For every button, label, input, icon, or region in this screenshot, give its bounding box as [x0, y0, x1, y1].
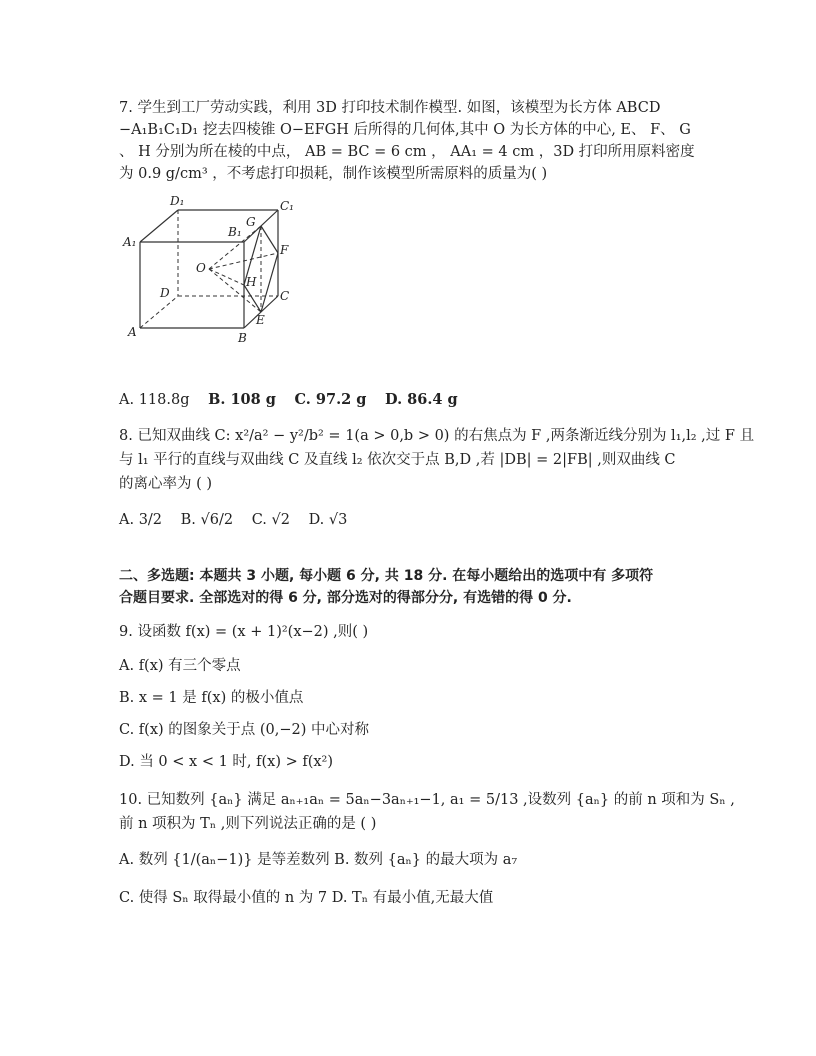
label-G: G [246, 215, 256, 229]
q7-line-4: 为 0.9 g/cm³ ，不考虑打印损耗，制作该模型所需原料的质量为( ) [119, 166, 548, 182]
q7-line-2: −A₁B₁C₁D₁ 挖去四棱锥 O−EFGH 后所得的几何体,其中 O 为长方体的中心, E、 F、 G [119, 122, 691, 138]
q9-option-d[interactable]: D. 当 0 < x < 1 时, f(x) > f(x²) [119, 754, 334, 770]
q10-line-2: 前 n 项积为 Tₙ ,则下列说法正确的是 ( ) [119, 816, 377, 832]
label-C: C [280, 289, 290, 303]
cuboid-figure [120, 190, 310, 350]
section-2-heading-line-1: 二、多选题: 本题共 3 小题, 每小题 6 分, 共 18 分. 在每小题给出的选项中有 多项符 [119, 568, 654, 584]
q8-line-3: 的离心率为 ( ) [119, 476, 213, 492]
label-A1: A₁ [123, 235, 137, 249]
q7-option-a[interactable]: A. 118.8g [119, 392, 190, 408]
q7-options [119, 390, 472, 410]
label-A: A [128, 325, 137, 339]
q9-option-b[interactable]: B. x = 1 是 f(x) 的极小值点 [119, 690, 304, 706]
q7-option-c[interactable]: C. 97.2 g [294, 391, 367, 408]
label-H: H [246, 275, 257, 289]
q10-options-ab[interactable]: A. 数列 {1/(aₙ−1)} 是等差数列 B. 数列 {aₙ} 的最大项为 a₇ [119, 852, 518, 868]
cuboid-diagram [120, 190, 310, 350]
q8-option-a[interactable]: A. 3/2 [119, 512, 163, 528]
label-E: E [256, 313, 265, 327]
q8-option-b[interactable]: B. √6/2 [180, 512, 234, 528]
q7-option-b[interactable]: B. 108 g [208, 391, 276, 408]
label-B: B [238, 331, 247, 345]
q8-line-1: 8. 已知双曲线 C: x²/a² − y²/b² = 1(a > 0,b > 0) 的右焦点为 F ,两条渐近线分别为 l₁,l₂ ,过 F 且 [119, 428, 755, 444]
label-B1: B₁ [228, 225, 242, 239]
q8-option-c[interactable]: C. √2 [251, 512, 290, 528]
q7-line-3: 、 H 分别为所在棱的中点， AB = BC = 6 cm ， AA₁ = 4 cm ，3D 打印所用原料密度 [119, 144, 695, 160]
q8-line-2: 与 l₁ 平行的直线与双曲线 C 及直线 l₂ 依次交于点 B,D ,若 |DB| = 2|FB| ,则双曲线 C [119, 452, 676, 468]
q9-option-c[interactable]: C. f(x) 的图象关于点 (0,−2) 中心对称 [119, 722, 370, 738]
label-O: O [196, 261, 206, 275]
label-F: F [280, 243, 289, 257]
label-C1: C₁ [280, 199, 294, 213]
q8-options [119, 510, 361, 530]
q10-line-1: 10. 已知数列 {aₙ} 满足 aₙ₊₁aₙ = 5aₙ−3aₙ₊₁−1, a₁ = 5/13 ,设数列 {aₙ} 的前 n 项和为 Sₙ , [119, 792, 735, 808]
q9-option-a[interactable]: A. f(x) 有三个零点 [119, 658, 241, 674]
q7-line-1: 7. 学生到工厂劳动实践，利用 3D 打印技术制作模型. 如图，该模型为长方体 ABCD [119, 100, 661, 116]
q10-options-cd[interactable]: C. 使得 Sₙ 取得最小值的 n 为 7 D. Tₙ 有最小值,无最大值 [119, 890, 494, 906]
q7-option-d[interactable]: D. 86.4 g [385, 391, 458, 408]
label-D: D [160, 286, 170, 300]
q9-stem: 9. 设函数 f(x) = (x + 1)²(x−2) ,则( ) [119, 624, 369, 640]
section-2-heading-line-2: 合题目要求. 全部选对的得 6 分, 部分选对的得部分分, 有选错的得 0 分. [119, 590, 572, 606]
q8-option-d[interactable]: D. √3 [308, 512, 348, 528]
label-D1: D₁ [170, 194, 185, 208]
